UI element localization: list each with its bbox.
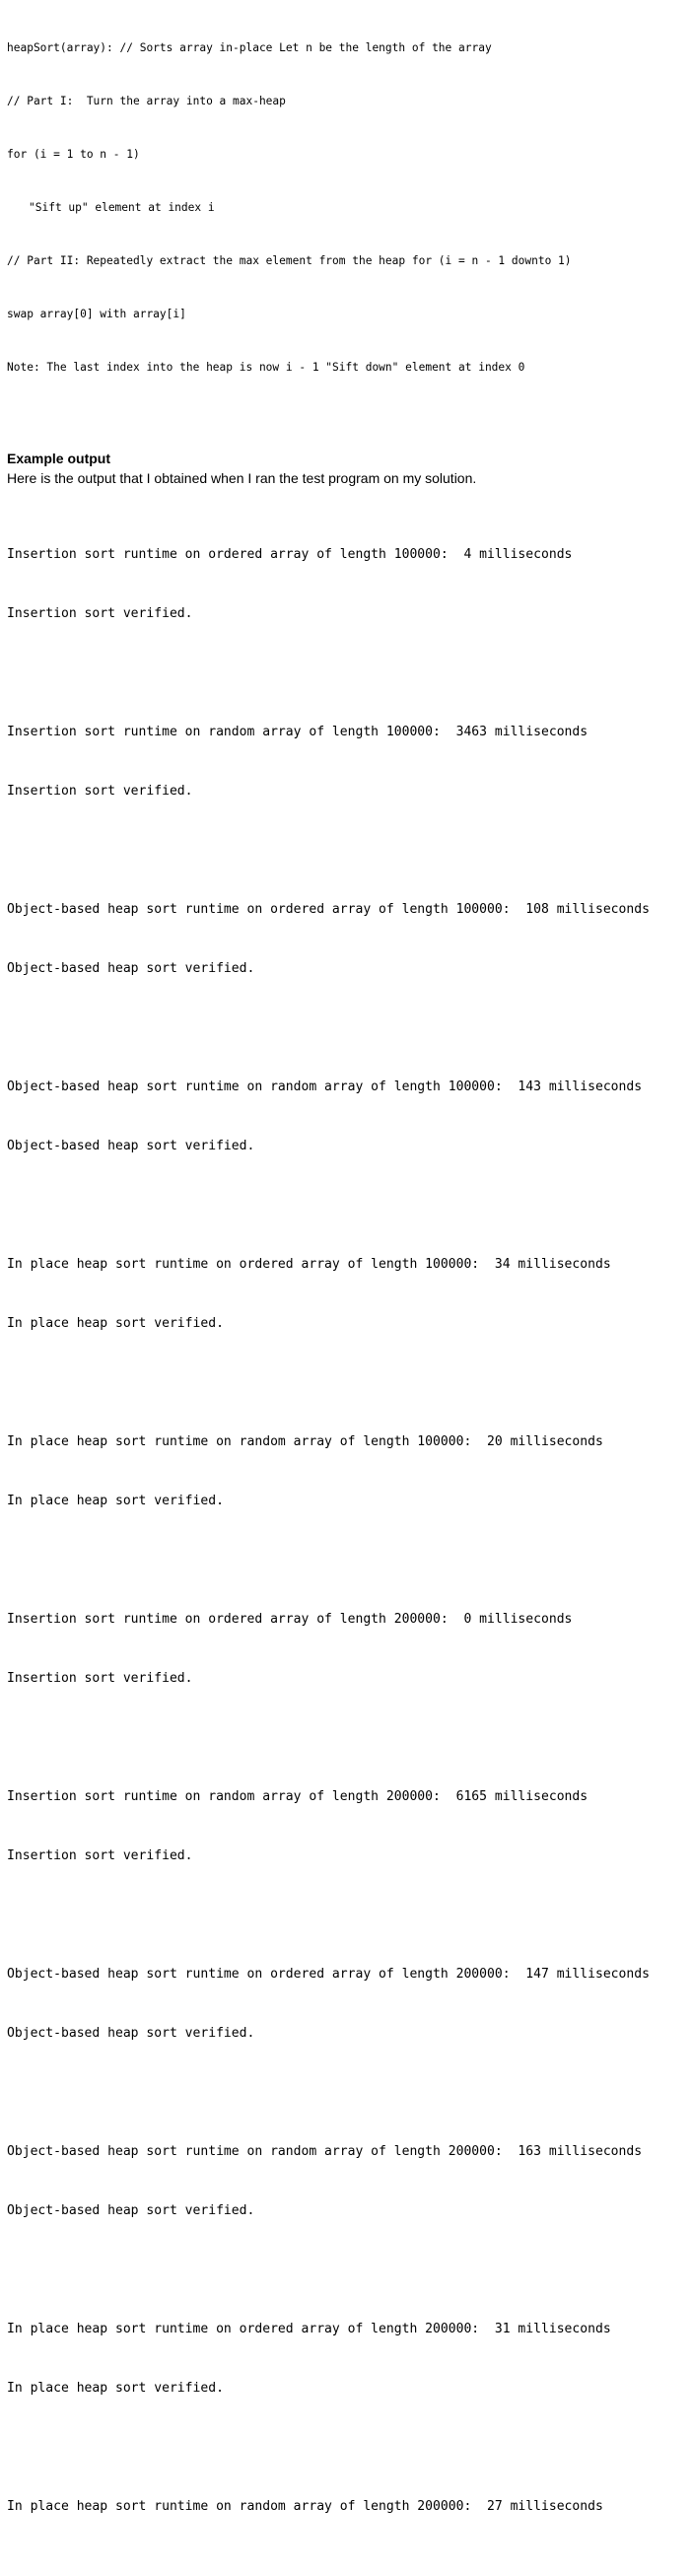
- verified-line: In place heap sort verified.: [7, 2381, 224, 2396]
- verified-line: In place heap sort verified.: [7, 1494, 224, 1508]
- output-block: [7, 1570, 692, 1728]
- pseudocode-line: "Sift up" element at index i: [29, 201, 215, 214]
- verified-line: Object-based heap sort verified.: [7, 961, 255, 976]
- output-block: [7, 1925, 692, 2083]
- runtime-line: Insertion sort runtime on random array of length 100000: 3463 milliseconds: [7, 725, 588, 739]
- example-intro: Here is the output that I obtained when I ran the test program on my solution.: [7, 470, 477, 486]
- verified-line: Object-based heap sort verified.: [7, 1139, 255, 1153]
- pseudocode-line: heapSort(array): // Sorts array in-place Let n be the length of the array: [7, 41, 492, 54]
- runtime-line: In place heap sort runtime on random array of length 200000: 27 milliseconds: [7, 2499, 603, 2514]
- runtime-line: In place heap sort runtime on random array of length 100000: 20 milliseconds: [7, 1434, 603, 1449]
- pseudocode-block: [7, 4, 692, 412]
- runtime-line: Insertion sort runtime on random array of length 200000: 6165 milliseconds: [7, 1789, 588, 1804]
- pseudocode-line: // Part I: Turn the array into a max-heap: [7, 95, 286, 107]
- output-block: [7, 2280, 692, 2438]
- output-block: [7, 2103, 692, 2261]
- verified-line: Insertion sort verified.: [7, 1848, 193, 1863]
- runtime-line: Object-based heap sort runtime on random array of length 200000: 163 milliseconds: [7, 2144, 643, 2159]
- output-block: [7, 1393, 692, 1551]
- pseudocode-line: // Part II: Repeatedly extract the max element from the heap for (i = n - 1 downto 1): [7, 254, 572, 267]
- output-block: [7, 1216, 692, 1373]
- verified-line: Insertion sort verified.: [7, 784, 193, 799]
- output-block: [7, 683, 692, 841]
- example-heading: Example output: [7, 451, 111, 466]
- runtime-line: Insertion sort runtime on ordered array of length 100000: 4 milliseconds: [7, 547, 573, 562]
- output-block: [7, 2458, 692, 2556]
- runtime-line: Insertion sort runtime on ordered array of length 200000: 0 milliseconds: [7, 1612, 573, 1627]
- runtime-line: In place heap sort runtime on ordered array of length 200000: 31 milliseconds: [7, 2322, 611, 2336]
- output-block: [7, 1038, 692, 1196]
- output-block: [7, 1748, 692, 1906]
- verified-line: Object-based heap sort verified.: [7, 2026, 255, 2041]
- pseudocode-line: for (i = 1 to n - 1): [7, 148, 140, 161]
- runtime-line: Object-based heap sort runtime on ordered array of length 200000: 147 milliseconds: [7, 1967, 650, 1982]
- verified-line: In place heap sort verified.: [7, 1316, 224, 1331]
- program-output: [7, 506, 692, 2556]
- verified-line: Insertion sort verified.: [7, 1671, 193, 1686]
- example-section: [7, 450, 692, 488]
- output-block: [7, 861, 692, 1018]
- output-block: [7, 506, 692, 663]
- pseudocode-line: Note: The last index into the heap is now i - 1 "Sift down" element at index 0: [7, 361, 525, 374]
- runtime-line: Object-based heap sort runtime on ordered array of length 100000: 108 milliseconds: [7, 902, 650, 917]
- pseudocode-line: swap array[0] with array[i]: [7, 308, 186, 320]
- verified-line: Insertion sort verified.: [7, 606, 193, 621]
- runtime-line: Object-based heap sort runtime on random array of length 100000: 143 milliseconds: [7, 1079, 643, 1094]
- document-page: [7, 4, 692, 2576]
- runtime-line: In place heap sort runtime on ordered array of length 100000: 34 milliseconds: [7, 1257, 611, 1272]
- verified-line: Object-based heap sort verified.: [7, 2203, 255, 2218]
